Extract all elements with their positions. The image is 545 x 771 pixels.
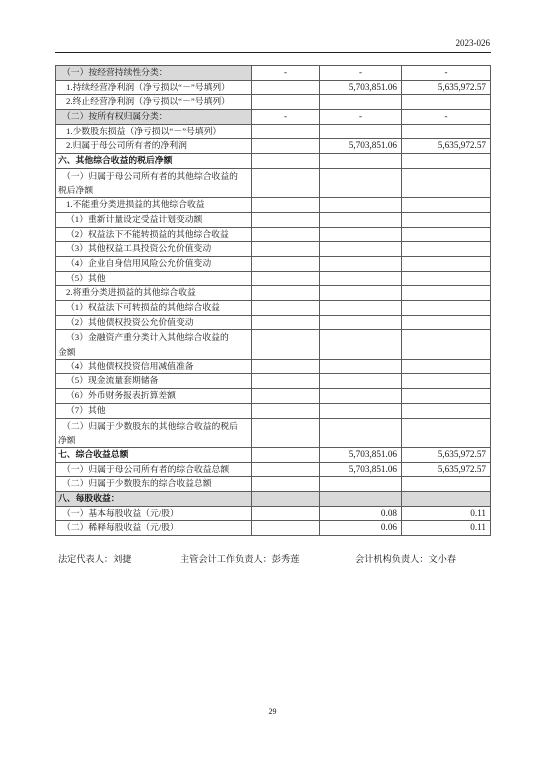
- table-row: [56, 95, 491, 110]
- table-row: [56, 66, 491, 81]
- current-period-value: [320, 374, 402, 389]
- row-label: （二）稀释每股收益（元/股）: [56, 521, 252, 536]
- page-number: 29: [268, 707, 277, 716]
- table-row: [56, 154, 491, 169]
- current-period-value: -: [320, 66, 402, 81]
- note-cell: [252, 419, 320, 448]
- table-row: [56, 125, 491, 140]
- prior-period-value: [402, 492, 491, 507]
- prior-period-value: [402, 257, 491, 272]
- current-period-value: 0.08: [320, 507, 402, 522]
- prior-period-value: [402, 213, 491, 228]
- prior-period-value: [402, 404, 491, 419]
- table-row: [56, 228, 491, 243]
- section-heading: 八、每股收益：: [56, 492, 252, 507]
- table-row: [56, 316, 491, 331]
- note-cell: [252, 95, 320, 110]
- current-period-value: [320, 125, 402, 140]
- prior-period-value: [402, 389, 491, 404]
- prior-period-value: [402, 330, 491, 359]
- note-cell: [252, 301, 320, 316]
- table-row: [56, 419, 491, 448]
- prior-period-value: -: [402, 66, 491, 81]
- current-period-value: [320, 169, 402, 198]
- prior-period-value: 5,635,972.57: [402, 463, 491, 478]
- note-cell: -: [252, 66, 320, 81]
- note-cell: [252, 272, 320, 287]
- prior-period-value: [402, 374, 491, 389]
- current-period-value: [320, 404, 402, 419]
- current-period-value: [320, 286, 402, 301]
- note-cell: [252, 448, 320, 463]
- row-label: （5）其他: [56, 272, 252, 287]
- legal-representative-signature: 法定代表人：刘捷: [58, 554, 132, 564]
- current-period-value: [320, 316, 402, 331]
- current-period-value: [320, 242, 402, 257]
- note-cell: [252, 316, 320, 331]
- current-period-value: 5,703,851.06: [320, 81, 402, 96]
- row-label: 1.不能重分类进损益的其他综合收益: [56, 198, 252, 213]
- note-cell: [252, 81, 320, 96]
- prior-period-value: [402, 242, 491, 257]
- table-row: [56, 198, 491, 213]
- note-cell: [252, 228, 320, 243]
- note-cell: [252, 404, 320, 419]
- current-period-value: [320, 360, 402, 375]
- current-period-value: [320, 257, 402, 272]
- table-row: [56, 257, 491, 272]
- note-cell: [252, 330, 320, 359]
- current-period-value: 5,703,851.06: [320, 139, 402, 154]
- prior-period-value: 0.11: [402, 521, 491, 536]
- note-cell: [252, 257, 320, 272]
- table-row: [56, 110, 491, 125]
- row-label: （4）其他债权投资信用减值准备: [56, 360, 252, 375]
- current-period-value: [320, 477, 402, 492]
- row-label: （2）权益法下不能转损益的其他综合收益: [56, 228, 252, 243]
- note-cell: [252, 213, 320, 228]
- note-cell: [252, 286, 320, 301]
- table-row: [56, 374, 491, 389]
- note-cell: [252, 169, 320, 198]
- current-period-value: 5,703,851.06: [320, 463, 402, 478]
- note-cell: [252, 154, 320, 169]
- prior-period-value: [402, 198, 491, 213]
- table-row: [56, 521, 491, 536]
- note-cell: [252, 492, 320, 507]
- row-label: （6）外币财务报表折算差额: [56, 389, 252, 404]
- table-row: [56, 360, 491, 375]
- current-period-value: [320, 419, 402, 448]
- row-label: （二）按所有权归属分类：: [56, 110, 252, 125]
- prior-period-value: -: [402, 110, 491, 125]
- current-period-value: 0.06: [320, 521, 402, 536]
- prior-period-value: 5,635,972.57: [402, 81, 491, 96]
- note-cell: [252, 521, 320, 536]
- note-cell: [252, 198, 320, 213]
- note-cell: [252, 507, 320, 522]
- current-period-value: -: [320, 110, 402, 125]
- current-period-value: [320, 154, 402, 169]
- table-row: [56, 463, 491, 478]
- prior-period-value: [402, 228, 491, 243]
- current-period-value: [320, 213, 402, 228]
- table-row: [56, 507, 491, 522]
- current-period-value: [320, 95, 402, 110]
- document-number: 2023-026: [455, 38, 490, 48]
- prior-period-value: [402, 301, 491, 316]
- note-cell: [252, 360, 320, 375]
- accounting-department-head-signature: 会计机构负责人：文小春: [355, 554, 457, 564]
- row-label: （5）现金流量套期储备: [56, 374, 252, 389]
- current-period-value: [320, 492, 402, 507]
- current-period-value: [320, 330, 402, 359]
- current-period-value: 5,703,851.06: [320, 448, 402, 463]
- row-label: 1.少数股东损益（净亏损以“－”号填列）: [56, 125, 252, 140]
- section-heading: 六、其他综合收益的税后净额: [56, 154, 252, 169]
- row-label: （二）归属于少数股东的其他综合收益的税后 净额: [56, 419, 252, 448]
- prior-period-value: [402, 477, 491, 492]
- income-statement-table: [55, 65, 491, 536]
- note-cell: [252, 139, 320, 154]
- prior-period-value: [402, 272, 491, 287]
- table-row: [56, 330, 491, 359]
- prior-period-value: [402, 316, 491, 331]
- current-period-value: [320, 389, 402, 404]
- prior-period-value: [402, 419, 491, 448]
- note-cell: [252, 242, 320, 257]
- table-row: [56, 389, 491, 404]
- note-cell: -: [252, 110, 320, 125]
- row-label: 2.将重分类进损益的其他综合收益: [56, 286, 252, 301]
- note-cell: [252, 463, 320, 478]
- table-row: [56, 492, 491, 507]
- row-label: （一）按经营持续性分类：: [56, 66, 252, 81]
- table-row: [56, 477, 491, 492]
- current-period-value: [320, 301, 402, 316]
- table-row: [56, 272, 491, 287]
- row-label: （1）权益法下可转损益的其他综合收益: [56, 301, 252, 316]
- current-period-value: [320, 198, 402, 213]
- current-period-value: [320, 272, 402, 287]
- row-label: （3）其他权益工具投资公允价值变动: [56, 242, 252, 257]
- table-row: [56, 139, 491, 154]
- prior-period-value: [402, 360, 491, 375]
- prior-period-value: [402, 286, 491, 301]
- note-cell: [252, 389, 320, 404]
- row-label: （2）其他债权投资公允价值变动: [56, 316, 252, 331]
- table-row: [56, 81, 491, 96]
- note-cell: [252, 477, 320, 492]
- header-rule: [55, 52, 491, 53]
- row-label: 2.归属于母公司所有者的净利润: [56, 139, 252, 154]
- table-row: [56, 286, 491, 301]
- current-period-value: [320, 228, 402, 243]
- table-row: [56, 242, 491, 257]
- table-row: [56, 301, 491, 316]
- row-label: （一）基本每股收益（元/股）: [56, 507, 252, 522]
- table-row: [56, 169, 491, 198]
- row-label: （一）归属于母公司所有者的综合收益总额: [56, 463, 252, 478]
- prior-period-value: [402, 125, 491, 140]
- accounting-supervisor-signature: 主管会计工作负责人：彭秀莲: [180, 554, 300, 564]
- prior-period-value: [402, 95, 491, 110]
- row-label: （3）金融资产重分类计入其他综合收益的 金额: [56, 330, 252, 359]
- table-row: [56, 213, 491, 228]
- prior-period-value: [402, 169, 491, 198]
- row-label: 1.持续经营净利润（净亏损以“－”号填列）: [56, 81, 252, 96]
- row-label: （7）其他: [56, 404, 252, 419]
- row-label: （二）归属于少数股东的综合收益总额: [56, 477, 252, 492]
- row-label: 2.终止经营净利润（净亏损以“－”号填列）: [56, 95, 252, 110]
- table-row: [56, 404, 491, 419]
- prior-period-value: 0.11: [402, 507, 491, 522]
- note-cell: [252, 374, 320, 389]
- prior-period-value: [402, 154, 491, 169]
- prior-period-value: 5,635,972.57: [402, 448, 491, 463]
- prior-period-value: 5,635,972.57: [402, 139, 491, 154]
- row-label: （4）企业自身信用风险公允价值变动: [56, 257, 252, 272]
- table-row: [56, 448, 491, 463]
- row-label: （一）归属于母公司所有者的其他综合收益的 税后净额: [56, 169, 252, 198]
- section-heading: 七、综合收益总额: [56, 448, 252, 463]
- row-label: （1）重新计量设定受益计划变动额: [56, 213, 252, 228]
- note-cell: [252, 125, 320, 140]
